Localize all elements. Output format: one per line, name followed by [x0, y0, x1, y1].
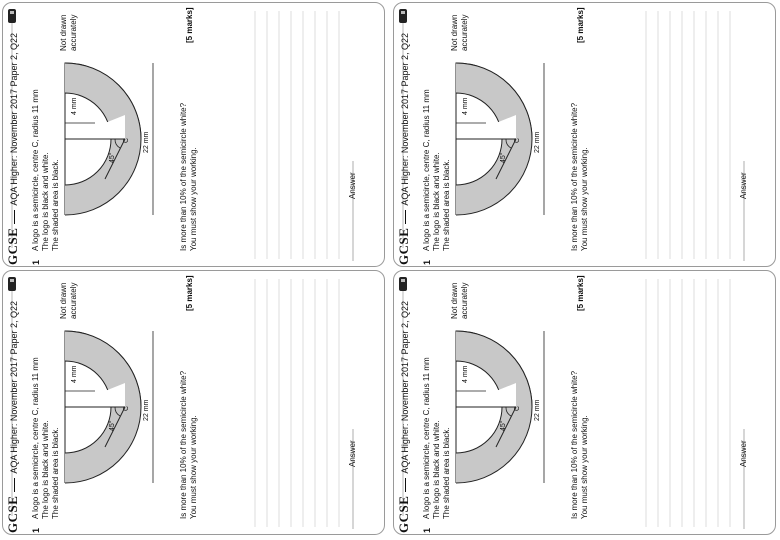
angle-label: 45° [500, 420, 507, 431]
not-drawn-line-1: Not drawn [59, 14, 68, 51]
diameter-label: 22 mm [143, 399, 150, 421]
angle-label: 45° [109, 152, 116, 163]
not-drawn-line-1: Not drawn [450, 14, 459, 51]
question-prompt [179, 103, 199, 251]
angle-label: 45° [500, 152, 507, 163]
width-label: 4 mm [462, 365, 469, 383]
header [5, 33, 21, 265]
centre-label: C [123, 405, 130, 411]
width-label: 4 mm [462, 97, 469, 115]
prompt-line-2: You must show your working. [189, 415, 198, 519]
not-drawn-note [59, 15, 79, 51]
not-drawn-note [450, 15, 470, 51]
not-drawn-line-2: accurately [69, 14, 78, 51]
worksheet-card-3 [2, 270, 385, 535]
angle-label: 45° [109, 420, 116, 431]
intro-line-1: A logo is a semicircle, centre C, radius 11 mm [31, 357, 40, 519]
centre-label: C [514, 137, 521, 143]
question-prompt [179, 371, 199, 519]
question-intro [422, 89, 452, 251]
centre-label: C [123, 137, 130, 143]
source-title: AQA Higher: November 2017 Paper 2, Q22 [9, 300, 19, 474]
not-drawn-line-2: accurately [460, 14, 469, 51]
intro-line-2: The logo is black and white. [432, 420, 441, 519]
question-prompt [570, 103, 590, 251]
question-intro [31, 357, 61, 519]
worksheet-card-2 [393, 2, 776, 267]
not-drawn-note [450, 283, 470, 319]
marks-label: [5 marks] [185, 7, 194, 43]
source-title: AQA Higher: November 2017 Paper 2, Q22 [400, 32, 410, 206]
answer-lines [646, 279, 730, 527]
diameter-label: 22 mm [534, 131, 541, 153]
question-intro [422, 357, 452, 519]
worksheet-card-1 [2, 2, 385, 267]
header [396, 33, 412, 265]
marks-label: [5 marks] [576, 275, 585, 311]
prompt-line-2: You must show your working. [580, 147, 589, 251]
not-drawn-line-1: Not drawn [59, 282, 68, 319]
diameter-label: 22 mm [143, 131, 150, 153]
question-number: 1 [31, 259, 41, 265]
header [396, 301, 412, 533]
prompt-line-2: You must show your working. [189, 147, 198, 251]
answer-label: Answer [348, 440, 357, 467]
question-prompt [570, 371, 590, 519]
marks-label: [5 marks] [576, 7, 585, 43]
gcse-label: GCSE [396, 227, 411, 265]
question-number: 1 [31, 527, 41, 533]
intro-line-2: The logo is black and white. [41, 420, 50, 519]
question-number: 1 [422, 259, 432, 265]
question-number: 1 [422, 527, 432, 533]
prompt-line-1: Is more than 10% of the semicircle white? [179, 102, 188, 251]
answer-lines [255, 11, 339, 259]
not-drawn-line-2: accurately [460, 282, 469, 319]
intro-line-3: The shaded area is black. [442, 427, 451, 519]
intro-line-2: The logo is black and white. [41, 152, 50, 251]
not-drawn-note [59, 283, 79, 319]
width-label: 4 mm [71, 97, 78, 115]
marks-label: [5 marks] [185, 275, 194, 311]
prompt-line-2: You must show your working. [580, 415, 589, 519]
header [5, 301, 21, 533]
worksheet-card-4 [393, 270, 776, 535]
intro-line-3: The shaded area is black. [51, 159, 60, 251]
prompt-line-1: Is more than 10% of the semicircle white? [570, 102, 579, 251]
intro-line-1: A logo is a semicircle, centre C, radius 11 mm [422, 89, 431, 251]
not-drawn-line-2: accurately [69, 282, 78, 319]
intro-line-1: A logo is a semicircle, centre C, radius 11 mm [31, 89, 40, 251]
answer-label: Answer [739, 440, 748, 467]
width-label: 4 mm [71, 365, 78, 383]
intro-line-3: The shaded area is black. [51, 427, 60, 519]
gcse-label: GCSE [5, 495, 20, 533]
question-intro [31, 89, 61, 251]
board-logo-icon-detail [401, 279, 405, 282]
centre-label: C [514, 405, 521, 411]
diameter-label: 22 mm [534, 399, 541, 421]
answer-label: Answer [348, 172, 357, 199]
gcse-label: GCSE [396, 495, 411, 533]
source-title: AQA Higher: November 2017 Paper 2, Q22 [400, 300, 410, 474]
intro-line-1: A logo is a semicircle, centre C, radius 11 mm [422, 357, 431, 519]
board-logo-icon-detail [10, 279, 14, 282]
answer-lines [255, 279, 339, 527]
not-drawn-line-1: Not drawn [450, 282, 459, 319]
intro-line-2: The logo is black and white. [432, 152, 441, 251]
answer-label: Answer [739, 172, 748, 199]
prompt-line-1: Is more than 10% of the semicircle white? [179, 370, 188, 519]
intro-line-3: The shaded area is black. [442, 159, 451, 251]
board-logo-icon-detail [10, 11, 14, 14]
prompt-line-1: Is more than 10% of the semicircle white? [570, 370, 579, 519]
board-logo-icon-detail [401, 11, 405, 14]
gcse-label: GCSE [5, 227, 20, 265]
answer-lines [646, 11, 730, 259]
source-title: AQA Higher: November 2017 Paper 2, Q22 [9, 32, 19, 206]
